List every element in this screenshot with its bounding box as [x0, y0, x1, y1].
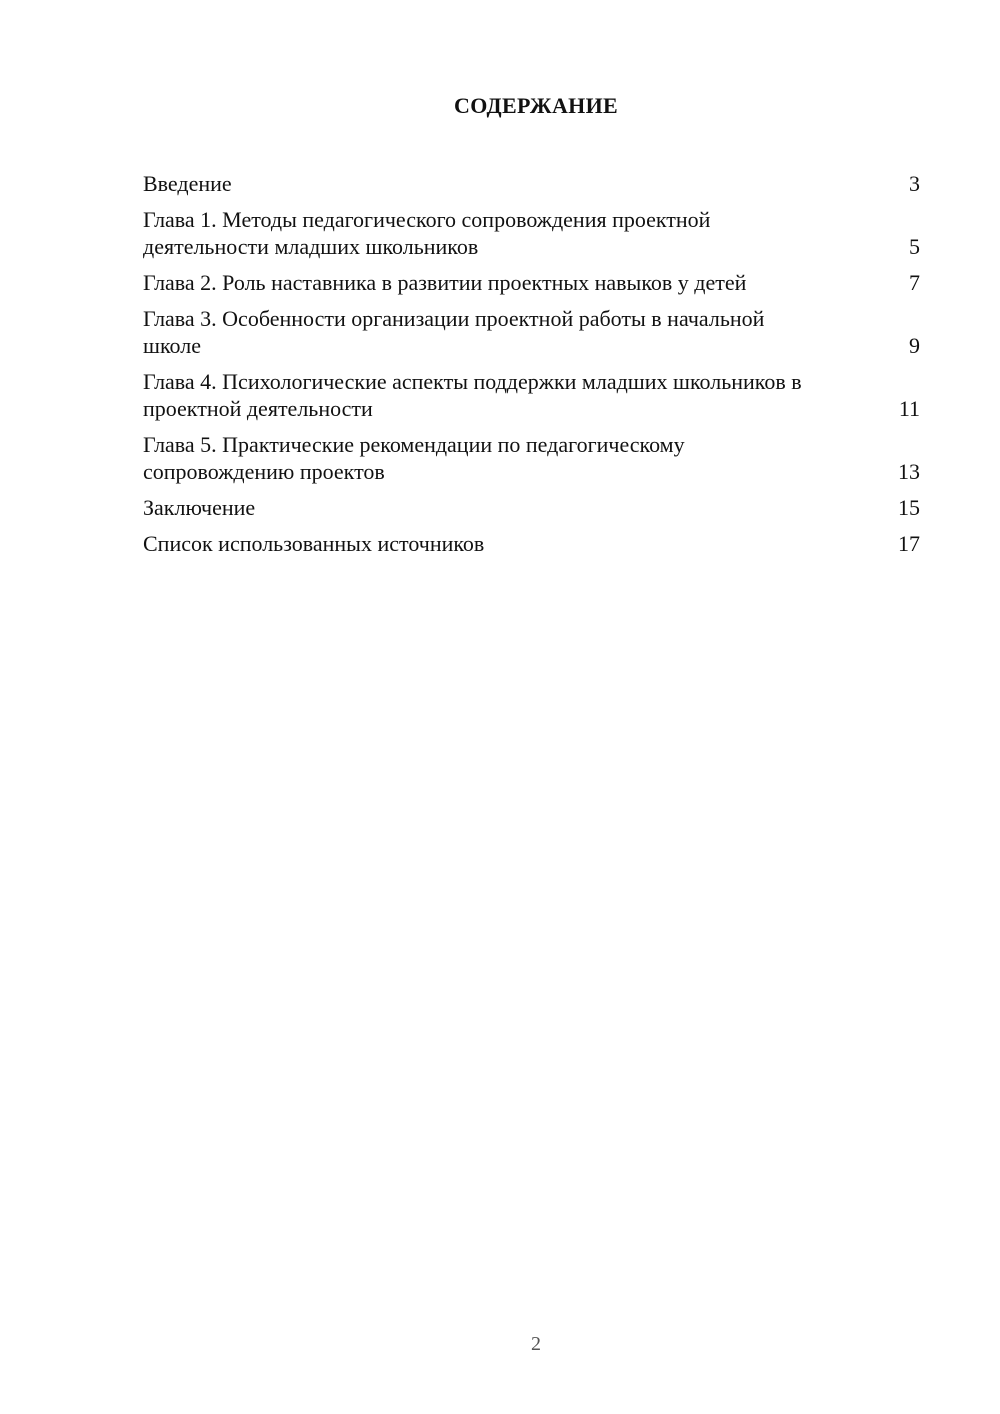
toc-entry-page: 15 — [898, 495, 920, 520]
toc-entry-introduction — [143, 170, 920, 197]
toc-entry-title: Заключение — [143, 495, 256, 520]
toc-entry-title: Глава 4. Психологические аспекты поддержки младших школьников в проектной деятельности — [143, 369, 802, 421]
toc-entry-chapter-1 — [143, 206, 920, 260]
page-number: 2 — [531, 1333, 541, 1355]
toc-entry-title: Глава 5. Практические рекомендации по педагогическому сопровождению проектов — [143, 432, 685, 484]
toc-entry-page: 17 — [898, 531, 920, 556]
toc-entry-page: 9 — [909, 333, 920, 358]
toc-entry-conclusion — [143, 494, 920, 521]
toc-entry-chapter-2 — [143, 269, 920, 296]
toc-entry-title: Глава 3. Особенности организации проектной работы в начальной школе — [143, 306, 765, 358]
toc-entry-page: 11 — [898, 396, 920, 421]
toc-entry-title: Введение — [143, 171, 232, 196]
toc-entry-chapter-3 — [143, 305, 920, 359]
toc-entry-title: Глава 2. Роль наставника в развитии проектных навыков у детей — [143, 270, 747, 295]
toc-entry-page: 3 — [909, 171, 920, 196]
page-title: СОДЕРЖАНИЕ — [454, 93, 618, 118]
table-of-contents — [143, 170, 920, 566]
toc-entry-chapter-5 — [143, 431, 920, 485]
toc-entry-title: Список использованных источников — [143, 531, 485, 556]
toc-entry-page: 5 — [909, 234, 920, 259]
toc-entry-chapter-4 — [143, 368, 920, 422]
toc-entry-references — [143, 530, 920, 557]
toc-entry-page: 7 — [909, 270, 920, 295]
toc-entry-title: Глава 1. Методы педагогического сопровождения проектной деятельности младших школьников — [143, 207, 711, 259]
toc-entry-page: 13 — [898, 459, 920, 484]
